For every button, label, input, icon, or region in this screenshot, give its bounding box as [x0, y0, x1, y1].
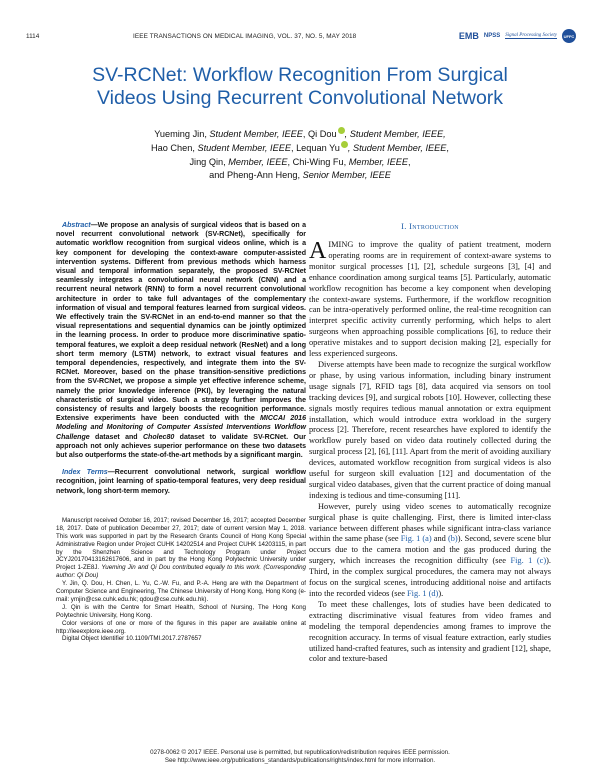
page-number: 1114 [26, 33, 40, 40]
punctuation: , [446, 143, 449, 154]
author-fu: , Chi-Wing Fu, [287, 156, 349, 167]
orcid-icon[interactable] [338, 127, 345, 134]
lead-word: IMING [328, 240, 354, 249]
running-header [26, 33, 576, 53]
author-role: , Student Member, IEEE, [344, 129, 446, 139]
title-line-1: SV-RCNet: Workflow Recognition From Surgical [92, 64, 508, 86]
npss-logo: NPSS [483, 33, 501, 39]
left-column [56, 221, 306, 643]
figure-link[interactable]: Fig. 1 (a) [400, 534, 432, 544]
paragraph-text: ). [438, 589, 444, 598]
footnote-doi: Digital Object Identifier 10.1109/TMI.2017.2787657 [62, 635, 202, 643]
abstract-text: dataset to validate SV-RCNet. Our approach not only achieves superior performance on these two datasets but also outperforms the state-of-the-art methods by a significant margin. [56, 433, 306, 460]
author-heng: and Pheng-Ann Heng, [209, 170, 303, 181]
intro-paragraph-4: To meet these challenges, lots of studies have been dedicated to extracting discriminative visual features from video frames and modeling the temporal dependencies among frames to improve the recognition accuracy. In terms of visual feature extraction, early studies utilized hand-crafted features, such as intensity and gradient [12], shape, color and texture-based [309, 599, 551, 664]
author-role: Member, IEEE [348, 156, 408, 167]
abstract-text: dataset and [89, 433, 143, 441]
section-heading [309, 221, 551, 231]
author-line-4 [0, 169, 600, 182]
orcid-icon[interactable] [341, 141, 348, 148]
emb-logo: EMB [458, 31, 479, 41]
footnotes [56, 517, 306, 644]
abstract-label: Abstract [62, 222, 91, 229]
author-line-3 [0, 156, 600, 169]
author-yu: , Lequan Yu [290, 143, 340, 154]
author-chen: Hao Chen, [151, 143, 198, 154]
intro-paragraph-1 [309, 240, 551, 360]
abstract [56, 221, 306, 460]
drop-cap: A [309, 238, 327, 264]
index-terms [56, 468, 306, 496]
footnote-manuscript [56, 517, 306, 580]
author-line-1 [0, 127, 600, 141]
footnote-affiliation-1: Y. Jin, Q. Dou, H. Chen, L. Yu, C.-W. Fu, and P.-A. Heng are with the Department of Computer Science and Engineering, The Chinese University of Hong Kong, Hong Kong (e-mail: ymjin@cse.cuhk.edu.hk; qdou@cse.cuhk.edu.hk). [56, 580, 306, 603]
section-title: Introduction [409, 221, 459, 231]
author-role: Member, IEEE [228, 156, 288, 167]
society-logos [459, 27, 576, 45]
copyright-line-1: 0278-0062 © 2017 IEEE. Personal use is permitted, but republication/redistribution requires IEEE permission. [150, 749, 450, 756]
copyright-notice [0, 749, 600, 765]
copyright-line-2: See http://www.ieee.org/publications_standards/publications/rights/index.html for more information. [164, 757, 436, 764]
uffc-logo: UFFC [562, 29, 576, 43]
paragraph-text: to improve the quality of patient treatment, modern operating rooms are in requirement of context-aware systems to monitor surgical processes [1], [2], schedule surgeons [3], [4] and enhance coordination among surgical teams [5]. Particularly, automatic workflow recognition has become a key component when developing the context-aware systems. Furthermore, if the workflow recognition can be intra-operatively performed online, the real-time recognition can interpret specific activity currently performing, which helps to alert surgeons when approaching possible complications [6], to reduce their operative mistakes and to support decision making [2], especially for less experienced surgeons. [309, 240, 551, 359]
author-role: Student Member, IEEE [209, 129, 303, 139]
index-terms-label: Index Terms [62, 469, 108, 477]
paragraph-text: and [431, 534, 448, 544]
intro-paragraph-2: Diverse attempts have been made to recognize the surgical workflow or phase, by using various information, including binary instrument usage signals [7], RFID tags [8], data acquired via sensors on tool tracking devices [9], and surgical robots [10]. However, collecting these signals mostly requires tedious manual annotation or extra equipment installation, which would introduce extra workload in the surgery process [2]. Therefore, recent researches have explored to identify the workflow purely based on video data routinely collected during the surgical process [2], [6], [11]. Apart from the merit of avoiding auxiliary devices, automated workflow recognition from surgical videos is also useful for surgeon skill evaluation [12] and documentation of the surgical video databases, given that the current practice of doing manual indexing is tedious and time-consuming [11]. [309, 359, 551, 500]
author-list [0, 127, 600, 183]
author-role: , Student Member, IEEE [347, 143, 447, 154]
figure-link[interactable]: Fig. 1 (c) [510, 556, 547, 566]
punctuation: , [407, 156, 411, 167]
figure-link[interactable]: (b) [447, 534, 458, 544]
author-dou: , Qi Dou [302, 129, 337, 139]
intro-paragraph-3 [309, 502, 551, 600]
footnote-contribution: Yueming Jin and Qi Dou contributed equally to this work. (Corresponding author: Qi Dou) [56, 564, 306, 580]
author-role: Senior Member, IEEE [302, 170, 391, 181]
author-jin: Yueming Jin, [154, 129, 210, 139]
paragraph-text: However, purely using video scenes to automatically recognize surgical phase is quite challenging. First, there is limited inter-class variance between different phases while significant intra-class variance within the same phase (see [309, 501, 551, 544]
right-column [309, 221, 551, 665]
paragraph-text: ). Third, in the complex surgical procedures, the camera may not always focus on the surgical scenes, introducing additional noise and artifacts into the recorded videos (see [309, 556, 551, 598]
paper-title [0, 64, 600, 110]
footnote-color-versions: Color versions of one or more of the figures in this paper are available online at http://ieeexplore.ieee.org. [56, 619, 306, 635]
title-line-2: Videos Using Recurrent Convolutional Network [96, 87, 504, 109]
index-terms-text: —Recurrent convolutional network, surgical workflow recognition, joint learning of spatio-temporal features, very deep residual network, long short-term memory. [56, 469, 306, 495]
abstract-dataset-name: Cholec80 [142, 433, 175, 441]
abstract-dataset-name: MICCAI 2016 Modeling and Monitoring of Computer Assisted Interventions Workflow Challenge [56, 415, 306, 441]
footnote-affiliation-2: J. Qin is with the Centre for Smart Health, School of Nursing, The Hong Kong Polytechnic University, Hong Kong. [56, 603, 306, 619]
figure-link[interactable]: Fig. 1 (d) [407, 589, 439, 598]
signal-processing-society-logo: Signal Processing Society [505, 33, 557, 38]
footnote-text: Manuscript received October 16, 2017; revised December 16, 2017; accepted December 18, 2017. Date of publication December 27, 2017; date of current version May 1, 2018. This work was supported in part by the Research Grants Council of Hong Kong Special Administrative Region under Project CUHK 14202514 and Project CUHK 14203115, in part by the Shenzhen Science and Technology Program under Project JCYJ20170413162617606, and in part by the Hong Kong Polytechnic University under Project 1-ZE8J. [56, 516, 306, 572]
author-line-2 [0, 141, 600, 155]
author-role: Student Member, IEEE [197, 143, 291, 154]
abstract-text: —We propose an analysis of surgical videos that is based on a novel recurrent convolutional network (SV-RCNet), specifically for automatic workflow recognition from surgical videos online, which is a key component for developing the context-aware computer-assisted intervention systems. Different from previous methods which harness visual and temporal information separately, the proposed SV-RCNet seamlessly integrates a convolutional neural network (CNN) and a recurrent neural network (RNN) to form a novel recurrent convolutional architecture in order to take full advantages of the complementary information of visual and temporal features learned from surgical videos. We effectively train the SV-RCNet in an end-to-end manner so that the visual representations and sequential dynamics can be jointly optimized in the learning process. In order to produce more discriminative spatio-temporal features, we exploit a deep residual network (ResNet) and a long short term memory (LSTM) network, to extract visual features and temporal dependencies, respectively, and integrate them into the SV-RCNet. Moreover, based on the phase transition-sensitive predictions from the SV-RCNet, we propose a simple yet effective inference scheme, namely the prior knowledge inference (PKI), by leveraging the natural characteristic of surgical video. Such a strategy further improves the consistency of results and largely boosts the recognition performance. Extensive experiments have been conducted with the [56, 222, 306, 423]
author-qin: Jing Qin, [189, 156, 229, 167]
journal-name: IEEE TRANSACTIONS ON MEDICAL IMAGING, VOL. 37, NO. 5, MAY 2018 [133, 33, 357, 40]
section-number: I. [401, 221, 410, 231]
paragraph-text: ). Second, severe scene blur occurs due to the camera motion and the gas produced during the surgery, which increases the recognition difficulty (see [309, 534, 551, 566]
